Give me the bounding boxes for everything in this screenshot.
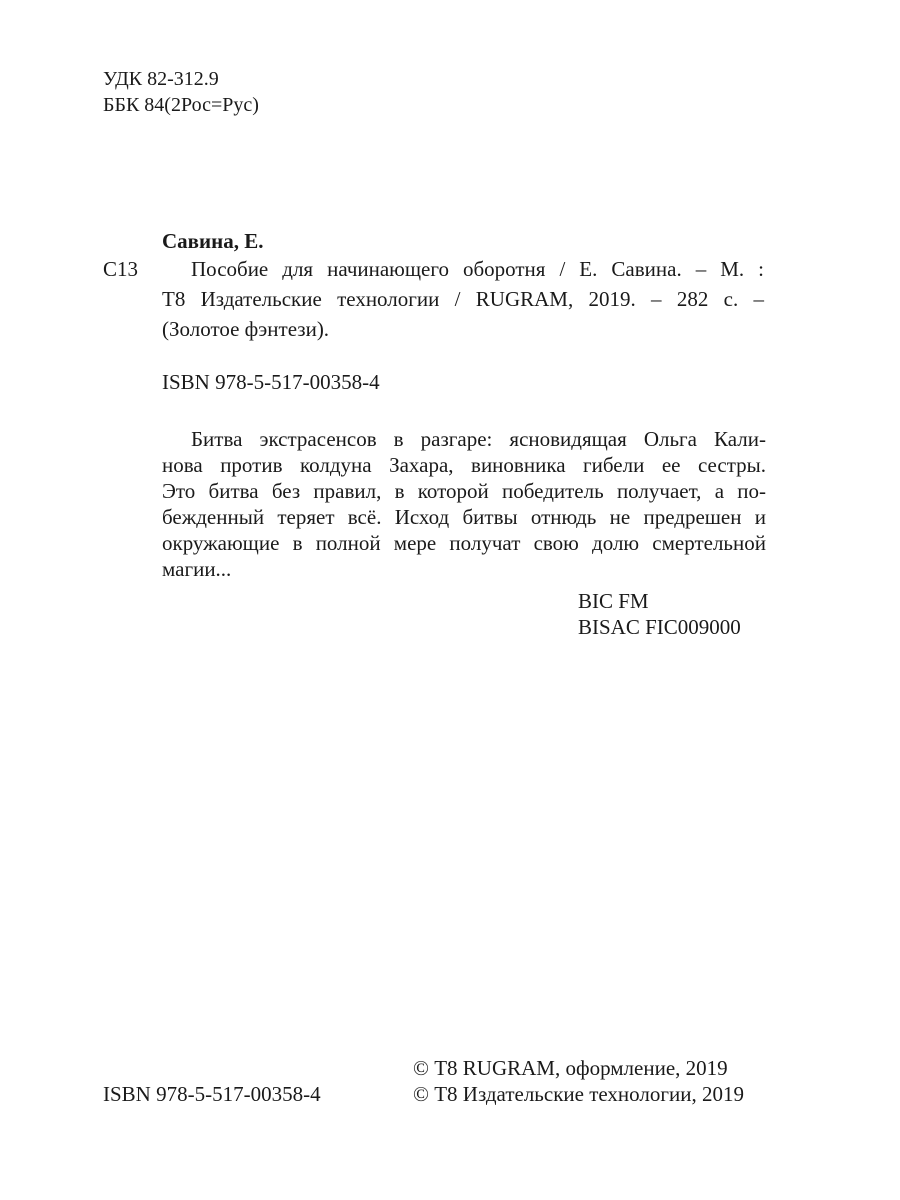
copyright-publisher: © Т8 Издательские технологии, 2019 bbox=[413, 1082, 744, 1106]
isbn-catalog: ISBN 978-5-517-00358-4 bbox=[162, 370, 380, 394]
author-sign-code: С13 bbox=[103, 257, 139, 281]
description-line-3: (Золотое фэнтези). bbox=[162, 317, 330, 341]
annotation-line-6: магии... bbox=[162, 557, 232, 581]
description-line-1: Пособие для начинающего оборотня / Е. Савина. – М. : bbox=[191, 257, 764, 281]
copyright-design: © Т8 RUGRAM, оформление, 2019 bbox=[413, 1056, 728, 1080]
bbk-code: ББК 84(2Рос=Рус) bbox=[103, 94, 259, 116]
annotation-line-4: бежденный теряет всё. Исход битвы отнюдь не предрешен и bbox=[162, 505, 766, 529]
udk-code: УДК 82-312.9 bbox=[103, 68, 219, 90]
annotation-line-2: нова против колдуна Захара, виновника гибели ее сестры. bbox=[162, 453, 766, 477]
author-heading: Савина, Е. bbox=[162, 229, 264, 253]
annotation-line-5: окружающие в полной мере получат свою долю смертельной bbox=[162, 531, 766, 555]
isbn-footer: ISBN 978-5-517-00358-4 bbox=[103, 1082, 321, 1106]
bisac-code: BISAC FIC009000 bbox=[578, 615, 741, 639]
description-line-2: Т8 Издательские технологии / RUGRAM, 2019. – 282 с. – bbox=[162, 287, 764, 311]
bic-code: BIC FM bbox=[578, 589, 649, 613]
annotation-line-3: Это битва без правил, в которой победитель получает, а по- bbox=[162, 479, 766, 503]
annotation-line-1: Битва экстрасенсов в разгаре: ясновидящая Ольга Кали- bbox=[191, 427, 766, 451]
